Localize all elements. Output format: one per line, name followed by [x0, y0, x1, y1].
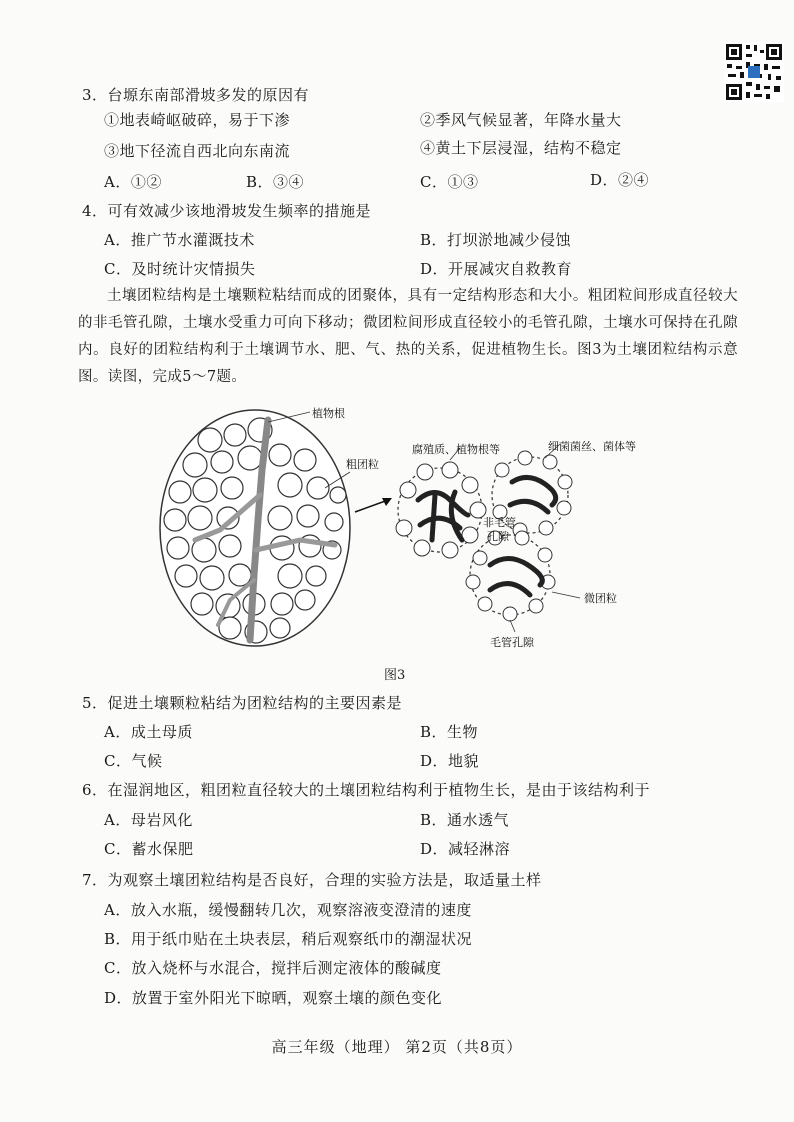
q6-option-b: B．通水透气 — [420, 811, 510, 829]
question-5-stem: 5．促进土壤颗粒粘结为团粒结构的主要因素是 — [82, 694, 403, 712]
page-footer: 高三年级（地理） 第2页（共8页） — [271, 1038, 523, 1056]
q4-option-d: D．开展减灾自救教育 — [420, 260, 573, 278]
q3-statement-4: ④黄土下层浸湿，结构不稳定 — [420, 139, 622, 157]
q6-option-c: C．蓄水保肥 — [104, 840, 194, 858]
label-non-capillary-1: 非毛管 — [483, 516, 516, 529]
reading-passage: 土壤团粒结构是土壤颗粒粘结而成的团聚体，具有一定结构形态和大小。粗团粒间形成直径较大的非毛管孔隙，土壤水受重力可向下移动；微团粒间形成直径较小的毛管孔隙，土壤水可保持在孔隙内。良好的团粒结构利于土壤调节水、肥、气、热的关系，促进植物生长。图3为土壤团粒结构示意图。读图，完成5～7题。 — [78, 288, 738, 385]
question-3-stem: 3．台塬东南部滑坡多发的原因有 — [82, 86, 310, 104]
q3-statement-1: ①地表崎岖破碎，易于下渗 — [104, 111, 291, 129]
q3-option-d: D．②④ — [590, 171, 650, 189]
q3-statement-2: ②季风气候显著，年降水量大 — [420, 111, 622, 129]
q7-option-b: B．用于纸巾贴在土块表层，稍后观察纸巾的潮湿状况 — [104, 930, 473, 948]
question-4-stem: 4．可有效减少该地滑坡发生频率的措施是 — [82, 202, 372, 220]
label-capillary-pore: 毛管孔隙 — [490, 636, 534, 649]
q5-option-b: B．生物 — [420, 723, 479, 741]
q3-option-b: B．③④ — [246, 173, 305, 191]
q4-option-b: B．打坝淤地减少侵蚀 — [420, 231, 572, 249]
label-bacteria: 细菌菌丝、菌体等 — [548, 440, 636, 453]
q6-option-a: A．母岩风化 — [104, 811, 193, 829]
q4-option-a: A．推广节水灌溉技术 — [104, 231, 255, 249]
coarse-aggregate-cluster — [160, 410, 350, 646]
label-coarse-aggregate: 粗团粒 — [346, 458, 379, 471]
question-6-stem: 6．在湿润地区，粗团粒直径较大的土壤团粒结构利于植物生长，是由于该结构利于 — [82, 781, 651, 799]
label-non-capillary-2: 孔隙 — [487, 530, 509, 543]
q3-option-c: C．①③ — [420, 173, 479, 191]
q3-statement-3: ③地下径流自西北向东南流 — [104, 142, 291, 160]
qr-code-icon — [724, 42, 784, 102]
label-humus: 腐殖质、植物根等 — [412, 443, 500, 456]
q3-option-a: A．①② — [104, 173, 162, 191]
q6-option-d: D．减轻淋溶 — [420, 840, 511, 858]
label-plant-root: 植物根 — [312, 407, 345, 420]
arrow-line — [355, 500, 388, 512]
q5-option-d: D．地貌 — [420, 752, 480, 770]
q4-option-c: C．及时统计灾情损失 — [104, 260, 256, 278]
q5-option-c: C．气候 — [104, 752, 163, 770]
q5-option-a: A．成土母质 — [104, 723, 193, 741]
q7-option-a: A．放入水瓶，缓慢翻转几次，观察溶液变澄清的速度 — [104, 901, 472, 919]
q7-option-c: C．放入烧杯与水混合，搅拌后测定液体的酸碱度 — [104, 959, 442, 977]
figure-caption: 图3 — [384, 668, 406, 683]
soil-aggregate-diagram — [150, 400, 670, 660]
q7-option-d: D．放置于室外阳光下晾晒，观察土壤的颜色变化 — [104, 989, 443, 1007]
label-micro-aggregate: 微团粒 — [584, 592, 617, 605]
question-7-stem: 7．为观察土壤团粒结构是否良好，合理的实验方法是，取适量土样 — [82, 871, 542, 889]
